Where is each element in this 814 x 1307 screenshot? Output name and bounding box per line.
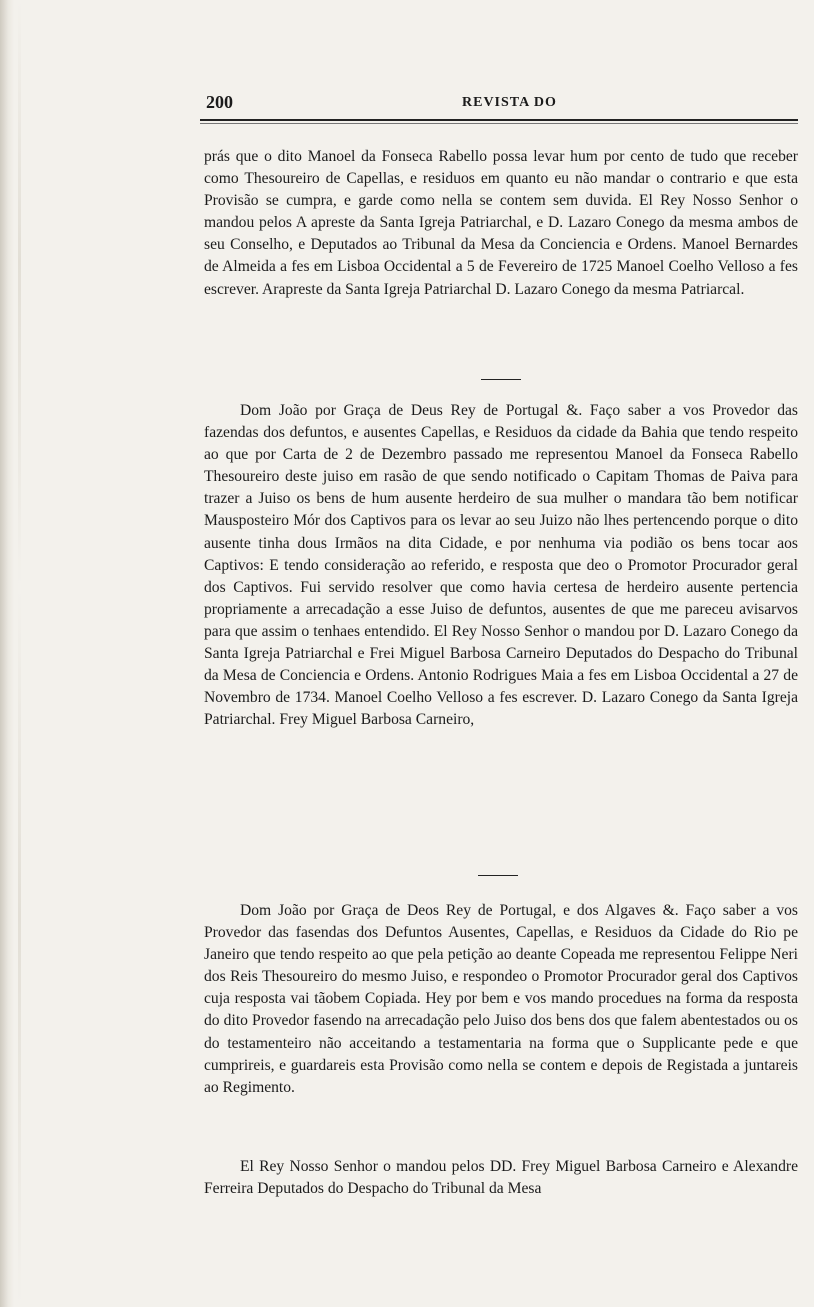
- section-separator: [478, 875, 518, 876]
- paragraph-text: El Rey Nosso Senhor o mandou pelos DD. Frey Miguel Barbosa Carneiro e Alexandre Ferreira Deputados do Despacho do Tribunal da Mesa: [204, 1158, 798, 1198]
- paragraph-text: prás que o dito Manoel da Fonseca Rabello possa levar hum por cento de tudo que receber como Thesoureiro de Capellas, e residuos em quanto eu não mandar o contrario e que esta Provisão se cumpra, e garde como nella se contem sem duvida. El Rey Nosso Senhor o mandou pelos A apreste da Santa Igreja Patriarchal, e D. Lazaro Conego da mesma ambos de seu Conselho, e Deputados ao Tribunal da Mesa da Conciencia e Ordens. Manoel Bernardes de Almeida a fes em Lisboa Occidental a 5 de Fevereiro de 1725 Manoel Coelho Velloso a fes escrever. Arapreste da Santa Igreja Patriarchal D. Lazaro Conego da mesma Patriarcal.: [204, 148, 798, 298]
- paragraph-provision-bahia: [204, 400, 798, 731]
- paragraph-continuation: [204, 146, 798, 301]
- page-header: [200, 92, 800, 122]
- book-spine-shadow: [0, 0, 14, 1307]
- header-rule: [200, 119, 798, 121]
- paragraph-text: Dom João por Graça de Deos Rey de Portugal, e dos Algaves &. Faço saber a vos Provedor das fasendas dos Defuntos Ausentes, Capellas, e Residuos da Cidade do Rio pe Janeiro que tendo respeito ao que pela petição ao deante Copeada me representou Felippe Neri dos Reis Thesoureiro do mesmo Juiso, e respondeo o Promotor Procurador geral dos Captivos cuja resposta vai tãobem Copiada. Hey por bem e vos mando procedues na forma da resposta do dito Provedor fasendo na arrecadação pelo Juiso dos bens dos que falem abentestados ou os do testamenteiro não acceitando a testamentaria na forma que o Supplicante pede e que cumprireis, e guardareis esta Provisão como nella se contem e depois de Registada a juntareis ao Regimento.: [204, 902, 798, 1096]
- paragraph-provision-rio: [204, 900, 798, 1099]
- paper-stain: [18, 0, 21, 1307]
- page-number: 200: [206, 92, 233, 112]
- section-separator: [481, 379, 521, 380]
- running-head: REVISTA DO: [462, 95, 557, 110]
- paragraph-text: Dom João por Graça de Deus Rey de Portugal &. Faço saber a vos Provedor das fazendas dos defuntos, e ausentes Capellas, e Residuos da cidade da Bahia que tendo respeito ao que por Carta de 2 de Dezembro passado me representou Manoel da Fonseca Rabello Thesoureiro deste juiso em rasão de que sendo notificado o Capitam Thomas de Paiva para trazer a Juiso os bens de hum ausente herdeiro de sua mulher o mandara tão bem notificar Mausposteiro Mór dos Captivos para os levar ao seu Juizo não lhes pertencendo porque o dito ausente tinha dous Irmãos na dita Cidade, e por nenhuma via podião os bens tocar aos Captivos: E tendo consideração ao referido, e resposta que deo o Promotor Procurador geral dos Captivos. Fui servido resolver que como havia certesa de herdeiro ausente pertencia propriamente a arrecadação a esse Juiso de defuntos, ausentes de que me pareceu avisarvos para que assim o tenhaes entendido. El Rey Nosso Senhor o mandou por D. Lazaro Conego da Santa Igreja Patriarchal e Frei Miguel Barbosa Carneiro Deputados do Despacho do Tribunal da Mesa de Conciencia e Ordens. Antonio Rodrigues Maia a fes em Lisboa Occidental a 27 de Novembro de 1734. Manoel Coelho Velloso a fes escrever. D. Lazaro Conego da Santa Igreja Patriarchal. Frey Miguel Barbosa Carneiro,: [204, 402, 798, 729]
- header-rule-thin: [200, 123, 798, 124]
- paragraph-signature: [204, 1156, 798, 1200]
